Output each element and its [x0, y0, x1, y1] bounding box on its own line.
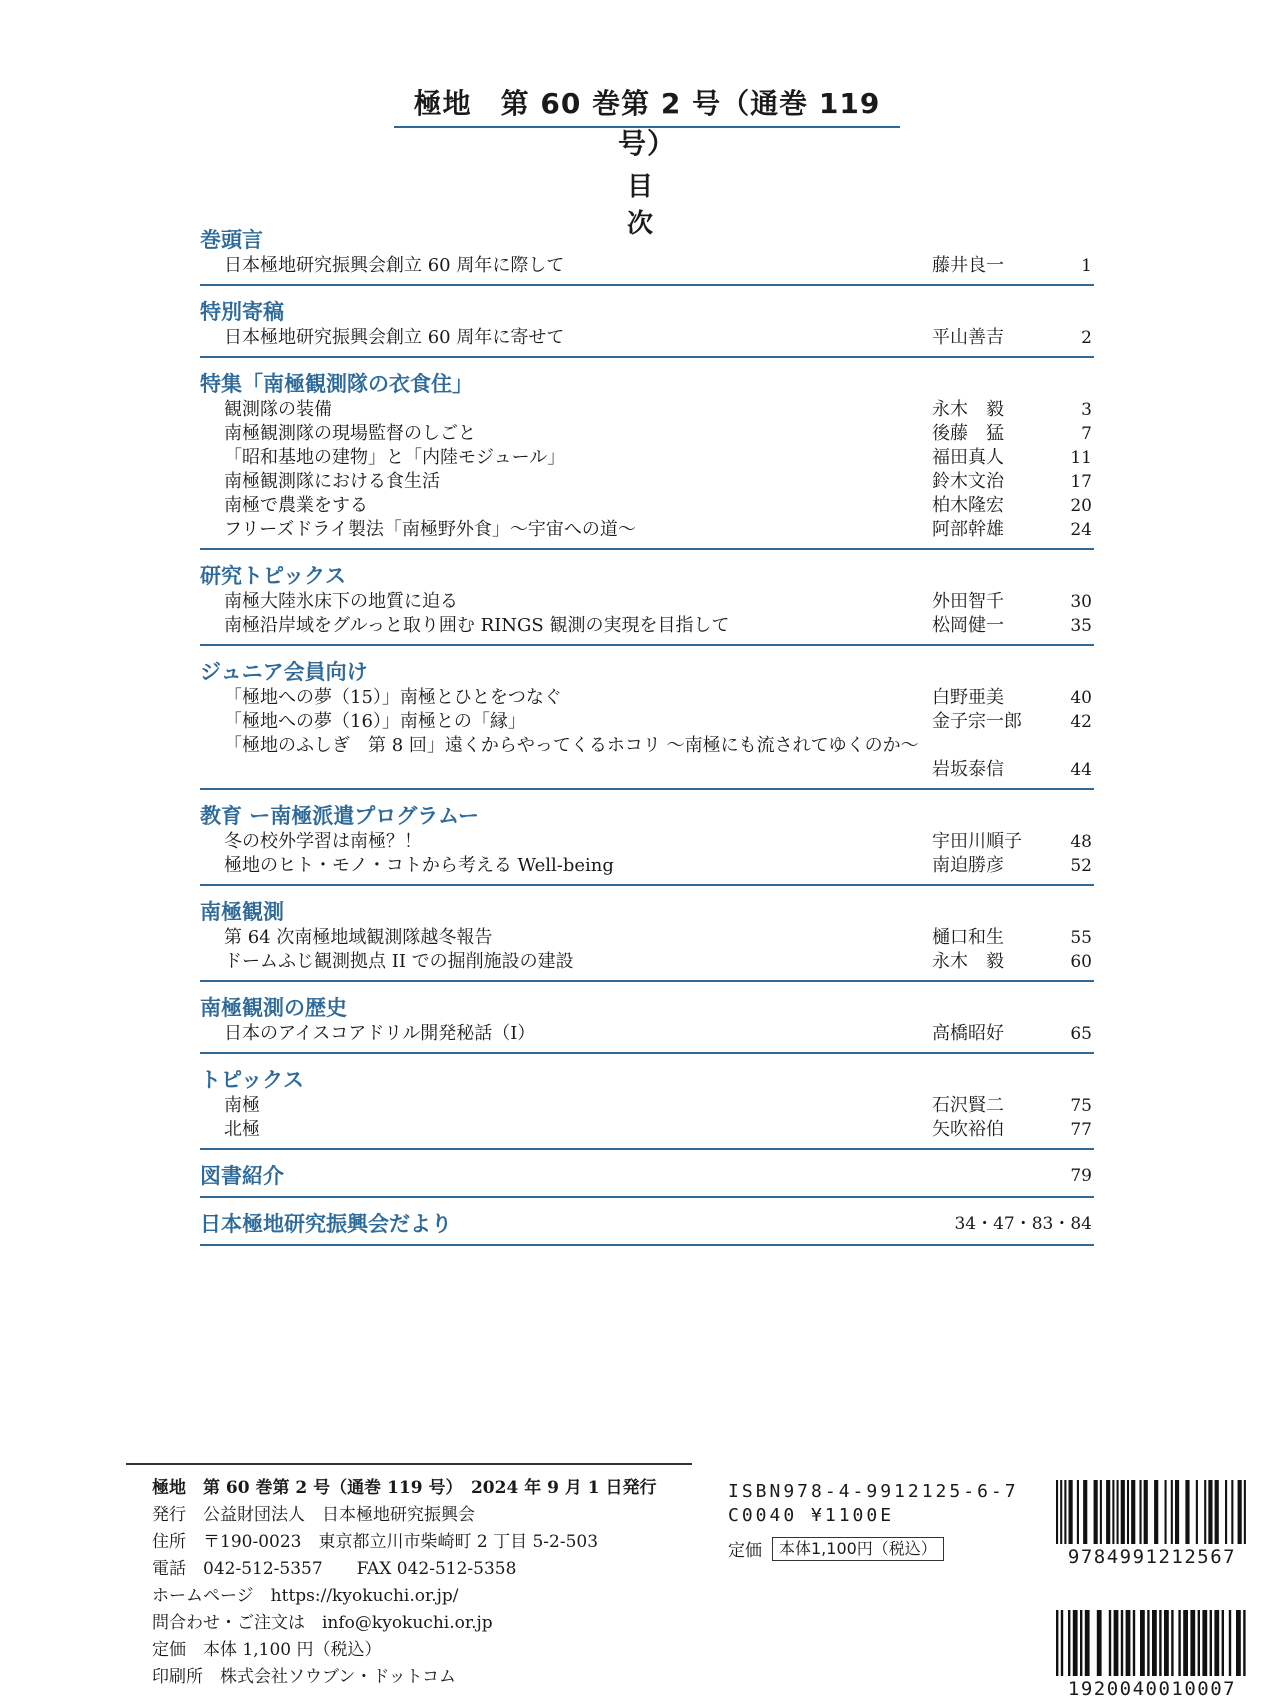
toc-section	[200, 1162, 1094, 1198]
entry-author: 矢吹裕伯	[932, 1119, 1004, 1140]
toc-entry	[200, 398, 1094, 422]
barcode-bar	[1159, 1610, 1161, 1676]
entry-page-number: 11	[1070, 448, 1092, 468]
toc-entry	[200, 686, 1094, 710]
barcode-bar	[1133, 1610, 1135, 1676]
entry-author: 石沢賢二	[932, 1095, 1004, 1116]
toc-entry	[200, 446, 1094, 470]
entry-author: 後藤 猛	[932, 423, 1004, 444]
barcode-bar	[1083, 1480, 1087, 1544]
toc-section-title	[200, 994, 1094, 1022]
classification-code: C0040 ¥1100E	[728, 1505, 895, 1526]
entry-page-number: 2	[1081, 328, 1092, 348]
barcode-bar	[1190, 1610, 1195, 1676]
toc-entry	[200, 734, 1094, 758]
barcode-bar	[1121, 1610, 1123, 1676]
toc-entry	[200, 1094, 1094, 1118]
toc-section-title	[200, 1162, 1094, 1190]
barcode-bar	[1056, 1480, 1058, 1544]
barcode-bar	[1140, 1610, 1145, 1676]
entry-title: 「昭和基地の建物」と「内陸モジュール」	[224, 447, 566, 468]
toc-entry	[200, 926, 1094, 950]
barcode-bar	[1064, 1480, 1066, 1544]
colophon-issue-line: 極地 第 60 巻第 2 号（通巻 119 号） 2024 年 9 月 1 日発行	[152, 1478, 657, 1498]
colophon-homepage: ホームページ https://kyokuchi.or.jp/	[152, 1586, 459, 1606]
entry-title: ドームふじ観測拠点 II での掘削施設の建設	[224, 951, 574, 972]
barcode-bar	[1127, 1480, 1129, 1544]
barcode-bar	[1085, 1610, 1090, 1676]
barcode-bar	[1204, 1480, 1206, 1544]
entry-title: 南極で農業をする	[224, 495, 368, 516]
toc-section-title	[200, 1210, 1094, 1238]
entry-page-number: 77	[1070, 1120, 1092, 1140]
isbn-barcode-bars	[1054, 1480, 1250, 1544]
entry-page-number: 60	[1070, 952, 1092, 972]
colophon-publisher: 発行 公益財団法人 日本極地研究振興会	[152, 1505, 475, 1525]
price-barcode-bars	[1054, 1610, 1250, 1676]
section-title-text: トピックス	[200, 1068, 304, 1092]
entry-page-number: 75	[1070, 1096, 1092, 1116]
isbn-number: ISBN978-4-9912125-6-7	[728, 1481, 1019, 1502]
entry-title: 極地のヒト・モノ・コトから考える Well-being	[224, 855, 614, 876]
toc-section-title	[200, 562, 1094, 590]
entry-page-number: 52	[1070, 856, 1092, 876]
entry-title: 南極大陸氷床下の地質に迫る	[224, 591, 458, 612]
section-title-text: 南極観測の歴史	[200, 996, 347, 1020]
entry-page-number: 40	[1070, 688, 1092, 708]
toc-section	[200, 994, 1094, 1054]
price-barcode-number: 1920040010007	[1067, 1678, 1237, 1700]
toc-section	[200, 370, 1094, 550]
entry-page-number: 55	[1070, 928, 1092, 948]
entry-author: 鈴木文治	[932, 471, 1004, 492]
entry-title: 南極観測隊における食生活	[224, 471, 440, 492]
entry-author: 宇田川順子	[932, 831, 1022, 852]
toc-entry	[200, 470, 1094, 494]
entry-author: 樋口和生	[932, 927, 1004, 948]
entry-title: 「極地への夢（15）」南極とひとをつなぐ	[224, 687, 562, 708]
barcode-bar	[1097, 1610, 1102, 1676]
toc-entry	[200, 1118, 1094, 1142]
barcode-bar	[1215, 1480, 1219, 1544]
toc-entry	[200, 830, 1094, 854]
entry-page-number: 44	[1070, 760, 1092, 780]
entry-author: 永木 毅	[932, 399, 1004, 420]
barcode-bar	[1183, 1610, 1188, 1676]
toc-entry	[200, 614, 1094, 638]
barcode-bar	[1100, 1480, 1102, 1544]
entry-title: 日本極地研究振興会創立 60 周年に寄せて	[224, 327, 565, 348]
entry-author: 福田真人	[932, 447, 1004, 468]
entry-title: フリーズドライ製法「南極野外食」〜宇宙への道〜	[224, 519, 636, 540]
price-box: 本体1,100円（税込）	[772, 1537, 944, 1561]
entry-author: 白野亜美	[932, 687, 1004, 708]
barcode-bar	[1056, 1610, 1058, 1676]
barcode-bar	[1080, 1610, 1082, 1676]
entry-author: 金子宗一郎	[932, 711, 1022, 732]
entry-page-number: 24	[1070, 520, 1092, 540]
barcode-bar	[1222, 1610, 1224, 1676]
toc-entry	[200, 854, 1094, 878]
barcode-bar	[1077, 1480, 1079, 1544]
barcode-bar	[1185, 1480, 1189, 1544]
barcode-bar	[1061, 1610, 1063, 1676]
entry-page-number: 30	[1070, 592, 1092, 612]
entry-title: 第 64 次南極地域観測隊越冬報告	[224, 927, 493, 948]
toc-entry	[200, 1022, 1094, 1046]
section-title-text: 研究トピックス	[200, 564, 346, 588]
price-label: 定価	[728, 1541, 762, 1561]
isbn-barcode	[1054, 1480, 1250, 1568]
toc-entry	[200, 758, 1094, 782]
barcode-bar	[1171, 1480, 1173, 1544]
entry-author: 松岡健一	[932, 615, 1004, 636]
section-title-text: 特別寄稿	[200, 300, 284, 324]
entry-author: 南迫勝彦	[932, 855, 1004, 876]
colophon-phone-fax: 電話 042-512-5357 FAX 042-512-5358	[152, 1559, 517, 1579]
toc-entry	[200, 422, 1094, 446]
barcode-bar	[1175, 1480, 1179, 1544]
toc-section-title	[200, 802, 1094, 830]
entry-author: 高橋昭好	[932, 1023, 1004, 1044]
colophon-address: 住所 〒190-0023 東京都立川市柴崎町 2 丁目 5-2-503	[152, 1532, 599, 1552]
toc-section-title	[200, 298, 1094, 326]
section-title-text: ジュニア会員向け	[200, 660, 368, 684]
barcode-bar	[1106, 1480, 1110, 1544]
entry-title: 日本極地研究振興会創立 60 周年に際して	[224, 255, 565, 276]
barcode-bar	[1210, 1610, 1212, 1676]
toc-section	[200, 1066, 1094, 1150]
barcode-bar	[1069, 1480, 1073, 1544]
entry-title: 日本のアイスコアドリル開発秘話（I）	[224, 1023, 536, 1044]
barcode-bar	[1244, 1480, 1246, 1544]
barcode-bar	[1147, 1610, 1149, 1676]
table-of-contents	[200, 226, 1094, 1258]
barcode-bar	[1231, 1480, 1233, 1544]
barcode-bar	[1073, 1610, 1078, 1676]
section-title-text: 図書紹介	[200, 1164, 284, 1188]
toc-entry	[200, 254, 1094, 278]
colophon-price: 定価 本体 1,100 円（税込）	[152, 1640, 382, 1660]
toc-section	[200, 658, 1094, 790]
entry-page-number: 35	[1070, 616, 1092, 636]
barcode-bar	[1238, 1480, 1242, 1544]
barcode-bar	[1144, 1480, 1148, 1544]
entry-page-number: 20	[1070, 496, 1092, 516]
barcode-bar	[1243, 1610, 1245, 1676]
entry-page-number: 42	[1070, 712, 1092, 732]
barcode-bar	[1154, 1480, 1158, 1544]
barcode-bar	[1112, 1480, 1114, 1544]
colophon-printer: 印刷所 株式会社ソウブン・ドットコム	[152, 1667, 456, 1687]
toc-entry	[200, 710, 1094, 734]
section-title-text: 日本極地研究振興会だより	[200, 1212, 452, 1236]
isbn-block	[728, 1480, 1028, 1561]
barcode-bar	[1225, 1480, 1227, 1544]
barcode-bar	[1139, 1480, 1141, 1544]
barcode-bar	[1094, 1480, 1098, 1544]
toc-section	[200, 1210, 1094, 1246]
section-title-text: 特集「南極観測隊の衣食住」	[200, 372, 473, 396]
entry-author: 永木 毅	[932, 951, 1004, 972]
barcode-bar	[1198, 1610, 1200, 1676]
barcode-bar	[1202, 1610, 1207, 1676]
entry-title: 「極地のふしぎ 第 8 回」遠くからやってくるホコリ 〜南極にも流されてゆくのか〜	[224, 735, 919, 756]
barcode-bar	[1109, 1610, 1111, 1676]
isbn-barcode-number: 9784991212567	[1067, 1546, 1237, 1568]
toc-section-title	[200, 370, 1094, 398]
entry-author: 岩坂泰信	[932, 759, 1004, 780]
entry-page-number: 7	[1081, 424, 1092, 444]
barcode-bar	[1214, 1610, 1219, 1676]
barcode-bar	[1178, 1610, 1180, 1676]
entry-title: 南極沿岸域をグルっと取り囲む RINGS 観測の実現を目指して	[224, 615, 730, 636]
toc-section-title	[200, 898, 1094, 926]
toc-section-title	[200, 1066, 1094, 1094]
colophon	[126, 1463, 692, 1691]
toc-entry	[200, 494, 1094, 518]
section-page-number: 34・47・83・84	[954, 1214, 1092, 1234]
toc-section	[200, 802, 1094, 886]
barcode-bar	[1165, 1480, 1167, 1544]
barcode-bar	[1196, 1480, 1198, 1544]
entry-title: 「極地への夢（16）」南極との「縁」	[224, 711, 526, 732]
section-title-text: 南極観測	[200, 900, 284, 924]
toc-section	[200, 562, 1094, 646]
toc-section	[200, 898, 1094, 982]
entry-author: 平山善吉	[932, 327, 1004, 348]
entry-author: 藤井良一	[932, 255, 1004, 276]
entry-author: 柏木隆宏	[932, 495, 1004, 516]
toc-section-title	[200, 658, 1094, 686]
journal-title: 極地 第 60 巻第 2 号（通巻 119 号）	[394, 84, 900, 128]
entry-page-number: 3	[1081, 400, 1092, 420]
toc-section-title	[200, 226, 1094, 254]
barcode-bar	[1114, 1610, 1119, 1676]
entry-title: 南極観測隊の現場監督のしごと	[224, 423, 476, 444]
barcode-bar	[1068, 1610, 1070, 1676]
barcode-bar	[1131, 1480, 1135, 1544]
toc-entry	[200, 950, 1094, 974]
barcode-bar	[1229, 1610, 1231, 1676]
entry-author: 外田智千	[932, 591, 1004, 612]
price-barcode	[1054, 1610, 1250, 1700]
toc-heading: 目 次	[626, 172, 752, 239]
toc-entry	[200, 326, 1094, 350]
entry-page-number: 48	[1070, 832, 1092, 852]
barcode-bar	[1171, 1610, 1173, 1676]
barcode-bar	[1164, 1610, 1169, 1676]
barcode-bar	[1121, 1480, 1125, 1544]
barcode-bar	[1236, 1610, 1241, 1676]
barcode-bar	[1152, 1610, 1157, 1676]
toc-section	[200, 298, 1094, 358]
toc-entry	[200, 590, 1094, 614]
entry-page-number: 65	[1070, 1024, 1092, 1044]
entry-title: 冬の校外学習は南極？！	[224, 831, 422, 852]
entry-author: 阿部幹雄	[932, 519, 1004, 540]
toc-section	[200, 226, 1094, 286]
barcode-bar	[1126, 1610, 1131, 1676]
price-row	[728, 1536, 1028, 1561]
section-page-number: 79	[1070, 1166, 1092, 1186]
entry-page-number: 1	[1081, 256, 1092, 276]
toc-entry	[200, 518, 1094, 542]
entry-title: 北極	[224, 1119, 260, 1140]
barcode-bar	[1117, 1480, 1119, 1544]
barcode-bar	[1208, 1480, 1212, 1544]
section-title-text: 巻頭言	[200, 228, 263, 252]
section-title-text: 教育 ー南極派遣プログラムー	[200, 804, 480, 828]
entry-title: 南極	[224, 1095, 260, 1116]
colophon-contact: 問合わせ・ご注文は info@kyokuchi.or.jp	[152, 1613, 493, 1633]
barcode-bar	[1060, 1480, 1062, 1544]
entry-title: 観測隊の装備	[224, 399, 332, 420]
entry-page-number: 17	[1070, 472, 1092, 492]
